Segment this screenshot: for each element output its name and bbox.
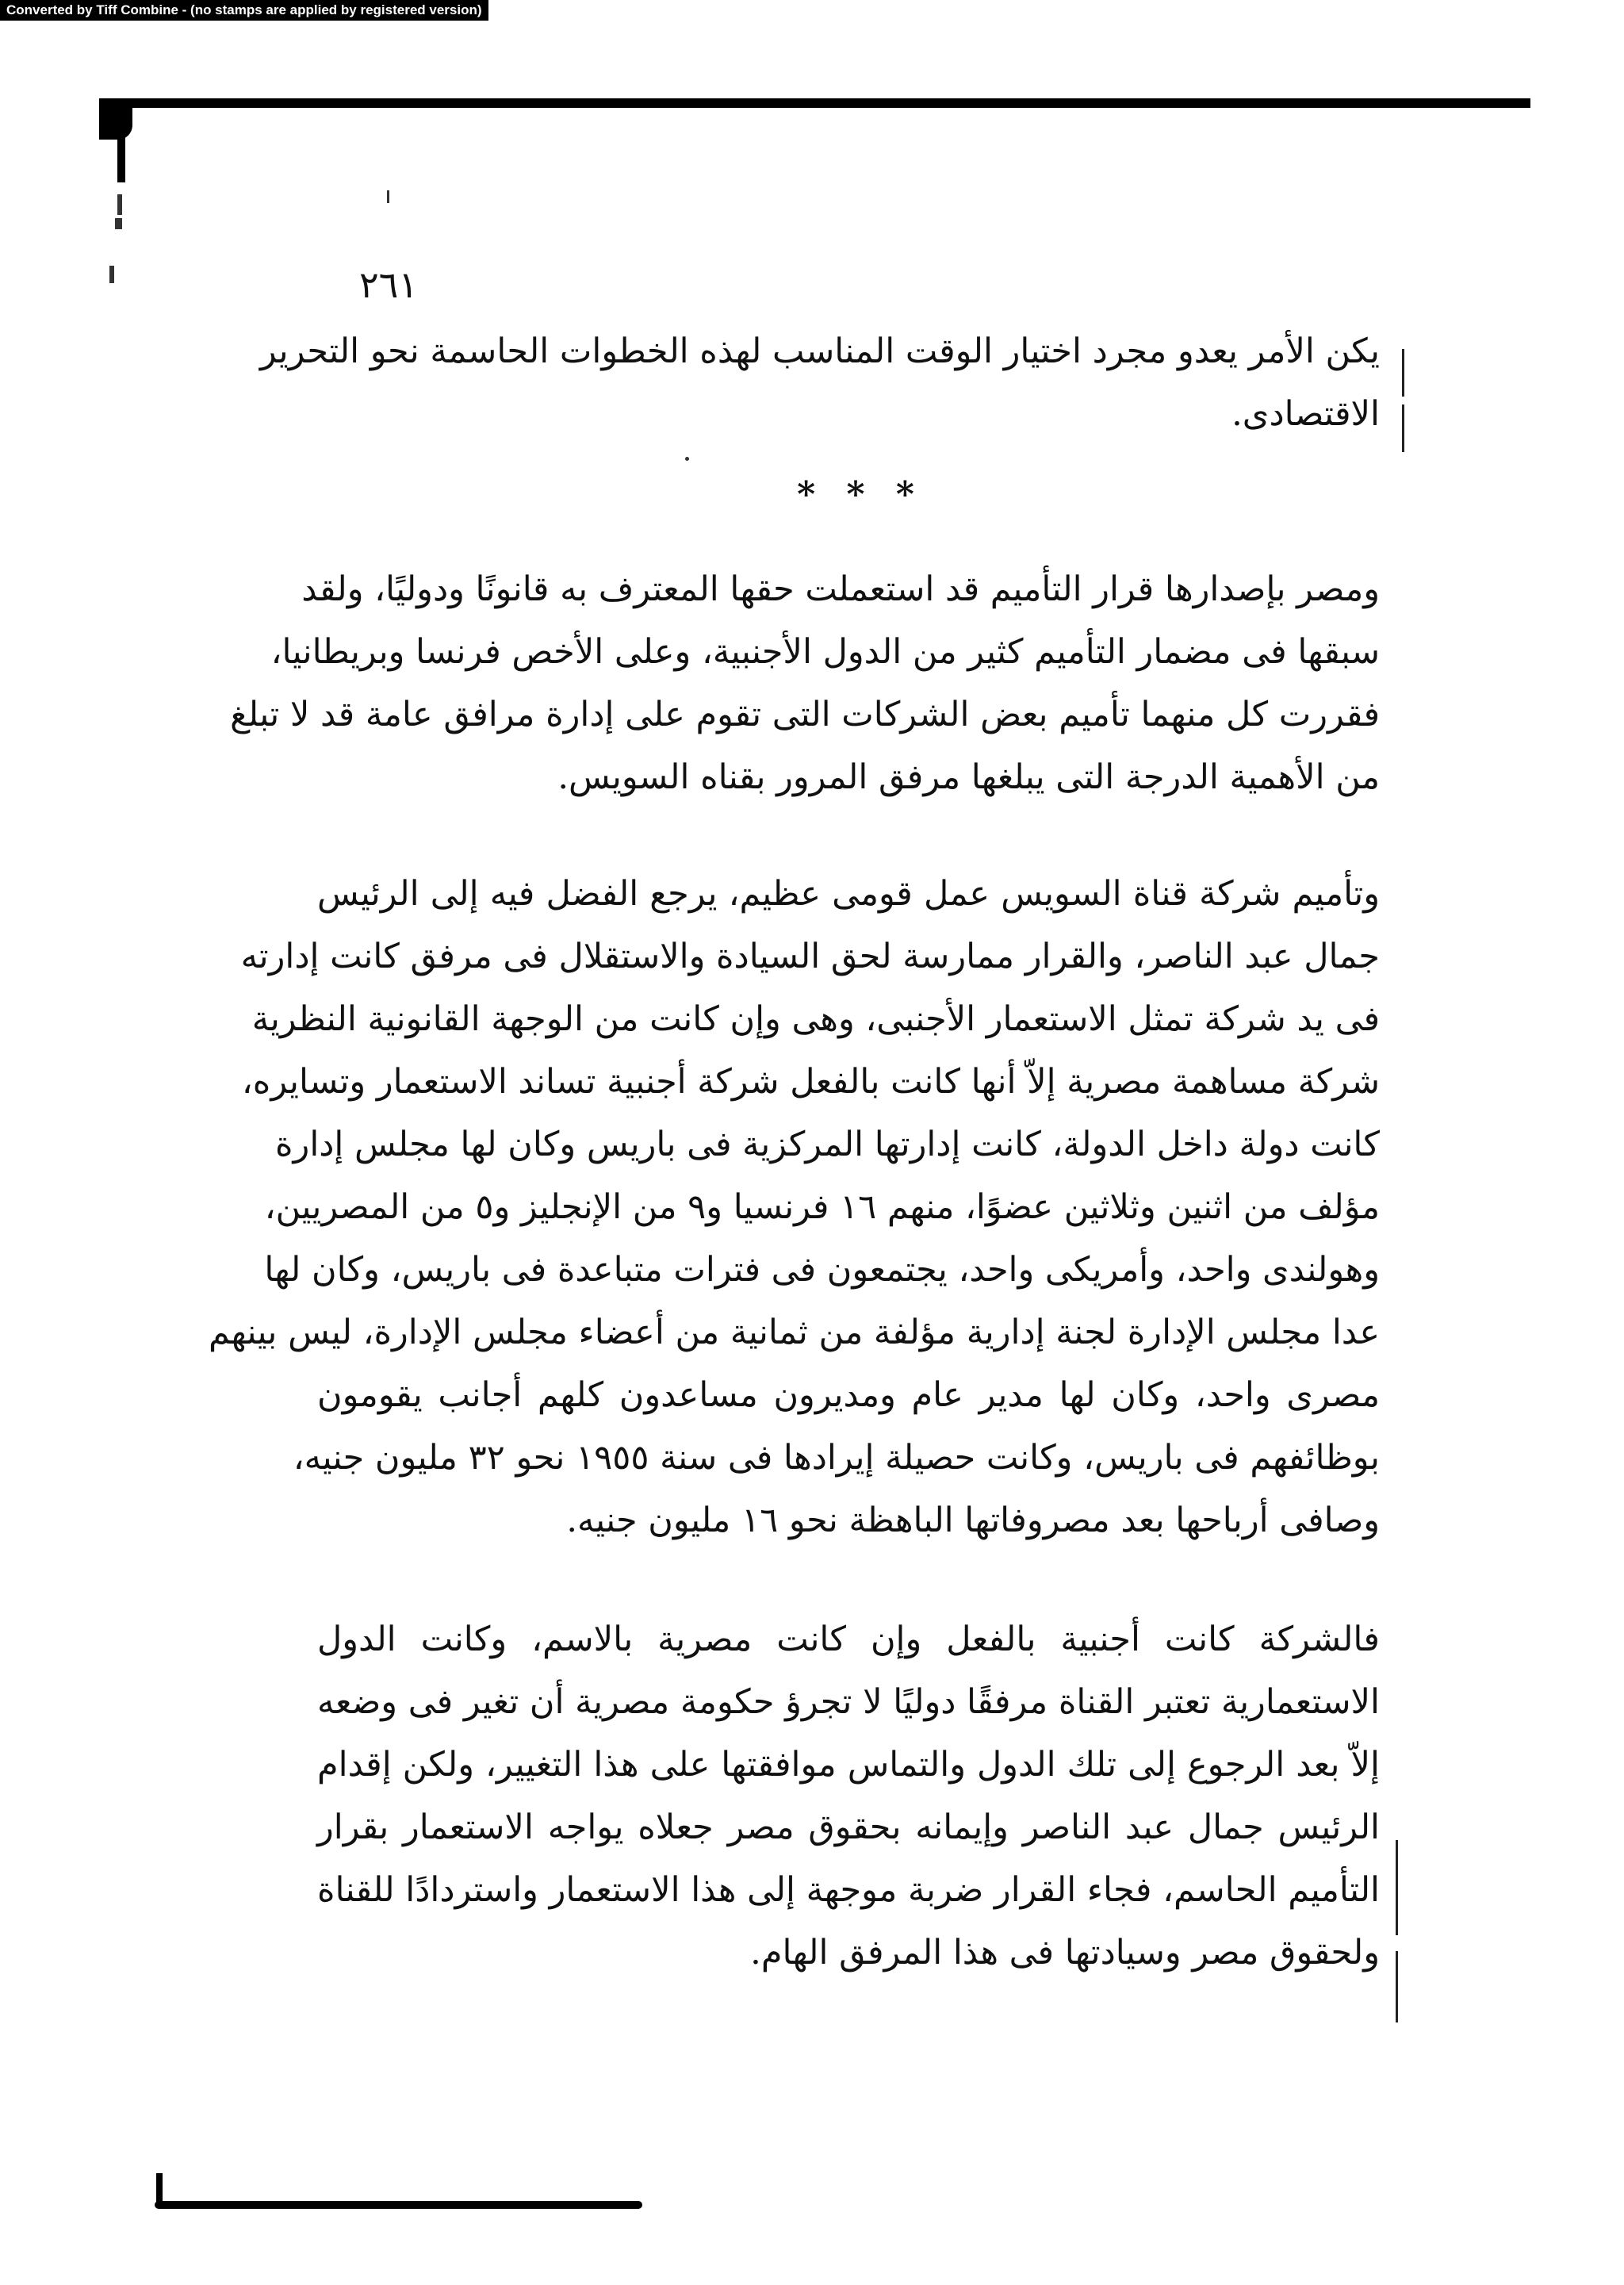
top-border-corner-tail <box>117 135 125 182</box>
paragraph-4 <box>317 1608 1380 1984</box>
scan-speck <box>387 190 389 203</box>
text-line: الاستعمارية تعتبر القناة مرفقًا دوليًا لا تجرؤ حكومة مصرية أن تغير فى وضعه <box>317 1682 1380 1722</box>
section-separator: * * * <box>797 474 924 515</box>
text-line: فقررت كل منهما تأميم بعض الشركات التى تقوم على إدارة مرافق عامة قد لا تبلغ <box>230 695 1380 734</box>
scan-speck <box>117 194 122 215</box>
text-line: سبقها فى مضمار التأميم كثير من الدول الأجنبية، وعلى الأخص فرنسا وبريطانيا، <box>270 632 1380 672</box>
top-border-rule <box>99 98 1530 108</box>
text-line: إلاّ بعد الرجوع إلى تلك الدول والتماس موافقتها على هذا التغيير، ولكن إقدام <box>317 1745 1380 1785</box>
text-line: عدا مجلس الإدارة لجنة إدارية مؤلفة من ثمانية من أعضاء مجلس الإدارة، ليس بينهم <box>209 1313 1380 1352</box>
top-border-corner <box>99 98 132 140</box>
text-line: فى يد شركة تمثل الاستعمار الأجنبى، وهى وإن كانت من الوجهة القانونية النظرية <box>251 999 1380 1039</box>
margin-bar <box>1396 1951 1398 2022</box>
paragraph-2 <box>230 558 1380 809</box>
text-line: ومصر بإصدارها قرار التأميم قد استعملت حقها المعترف به قانونًا ودوليًا، ولقد <box>301 569 1380 609</box>
bottom-border-rule <box>155 2201 642 2209</box>
text-line: الرئيس جمال عبد الناصر وإيمانه بحقوق مصر جعلاه يواجه الاستعمار بقرار <box>317 1808 1380 1847</box>
bottom-border-tick <box>156 2173 163 2205</box>
text-line: جمال عبد الناصر، والقرار ممارسة لحق السيادة والاستقلال فى مرفق كانت إدارته <box>240 937 1380 976</box>
text-line: الاقتصادى. <box>1231 394 1380 434</box>
text-line: شركة مساهمة مصرية إلاّ أنها كانت بالفعل شركة أجنبية تساند الاستعمار وتسايره، <box>241 1062 1380 1102</box>
converter-banner: Converted by Tiff Combine - (no stamps are applied by registered version) <box>0 0 488 21</box>
paragraph-3 <box>209 863 1380 1552</box>
text-line: وهولندى واحد، وأمريكى واحد، يجتمعون فى فترات متباعدة فى باريس، وكان لها <box>264 1250 1380 1290</box>
paragraph-1 <box>259 320 1380 446</box>
page-number: ٢٦١ <box>358 263 419 306</box>
text-line: وصافى أرباحها بعد مصروفاتها الباهظة نحو ١٦ مليون جنيه. <box>566 1501 1380 1540</box>
scan-speck <box>685 457 689 461</box>
margin-bar <box>1402 349 1404 397</box>
scan-speck <box>109 266 114 283</box>
text-line: بوظائفهم فى باريس، وكانت حصيلة إيرادها فى سنة ١٩٥٥ نحو ٣٢ مليون جنيه، <box>293 1438 1380 1478</box>
text-line: فالشركة كانت أجنبية بالفعل وإن كانت مصرية بالاسم، وكانت الدول <box>317 1620 1380 1659</box>
margin-bar <box>1402 404 1404 452</box>
text-line: يكن الأمر يعدو مجرد اختيار الوقت المناسب لهذه الخطوات الحاسمة نحو التحرير <box>259 332 1380 371</box>
margin-bar <box>1396 1840 1398 1935</box>
text-line: ولحقوق مصر وسيادتها فى هذا المرفق الهام. <box>750 1933 1380 1973</box>
text-line: التأميم الحاسم، فجاء القرار ضربة موجهة إلى هذا الاستعمار واستردادًا للقناة <box>316 1870 1380 1910</box>
text-line: كانت دولة داخل الدولة، كانت إدارتها المركزية فى باريس وكان لها مجلس إدارة <box>275 1125 1380 1164</box>
text-line: مؤلف من اثنين وثلاثين عضوًا، منهم ١٦ فرنسيا و٩ من الإنجليز و٥ من المصريين، <box>264 1187 1380 1227</box>
text-line: وتأميم شركة قناة السويس عمل قومى عظيم، يرجع الفضل فيه إلى الرئيس <box>317 874 1380 914</box>
scan-speck <box>115 218 122 229</box>
text-line: من الأهمية الدرجة التى يبلغها مرفق المرور بقناه السويس. <box>557 757 1380 797</box>
text-line: مصرى واحد، وكان لها مدير عام ومديرون مساعدون كلهم أجانب يقومون <box>317 1375 1380 1415</box>
